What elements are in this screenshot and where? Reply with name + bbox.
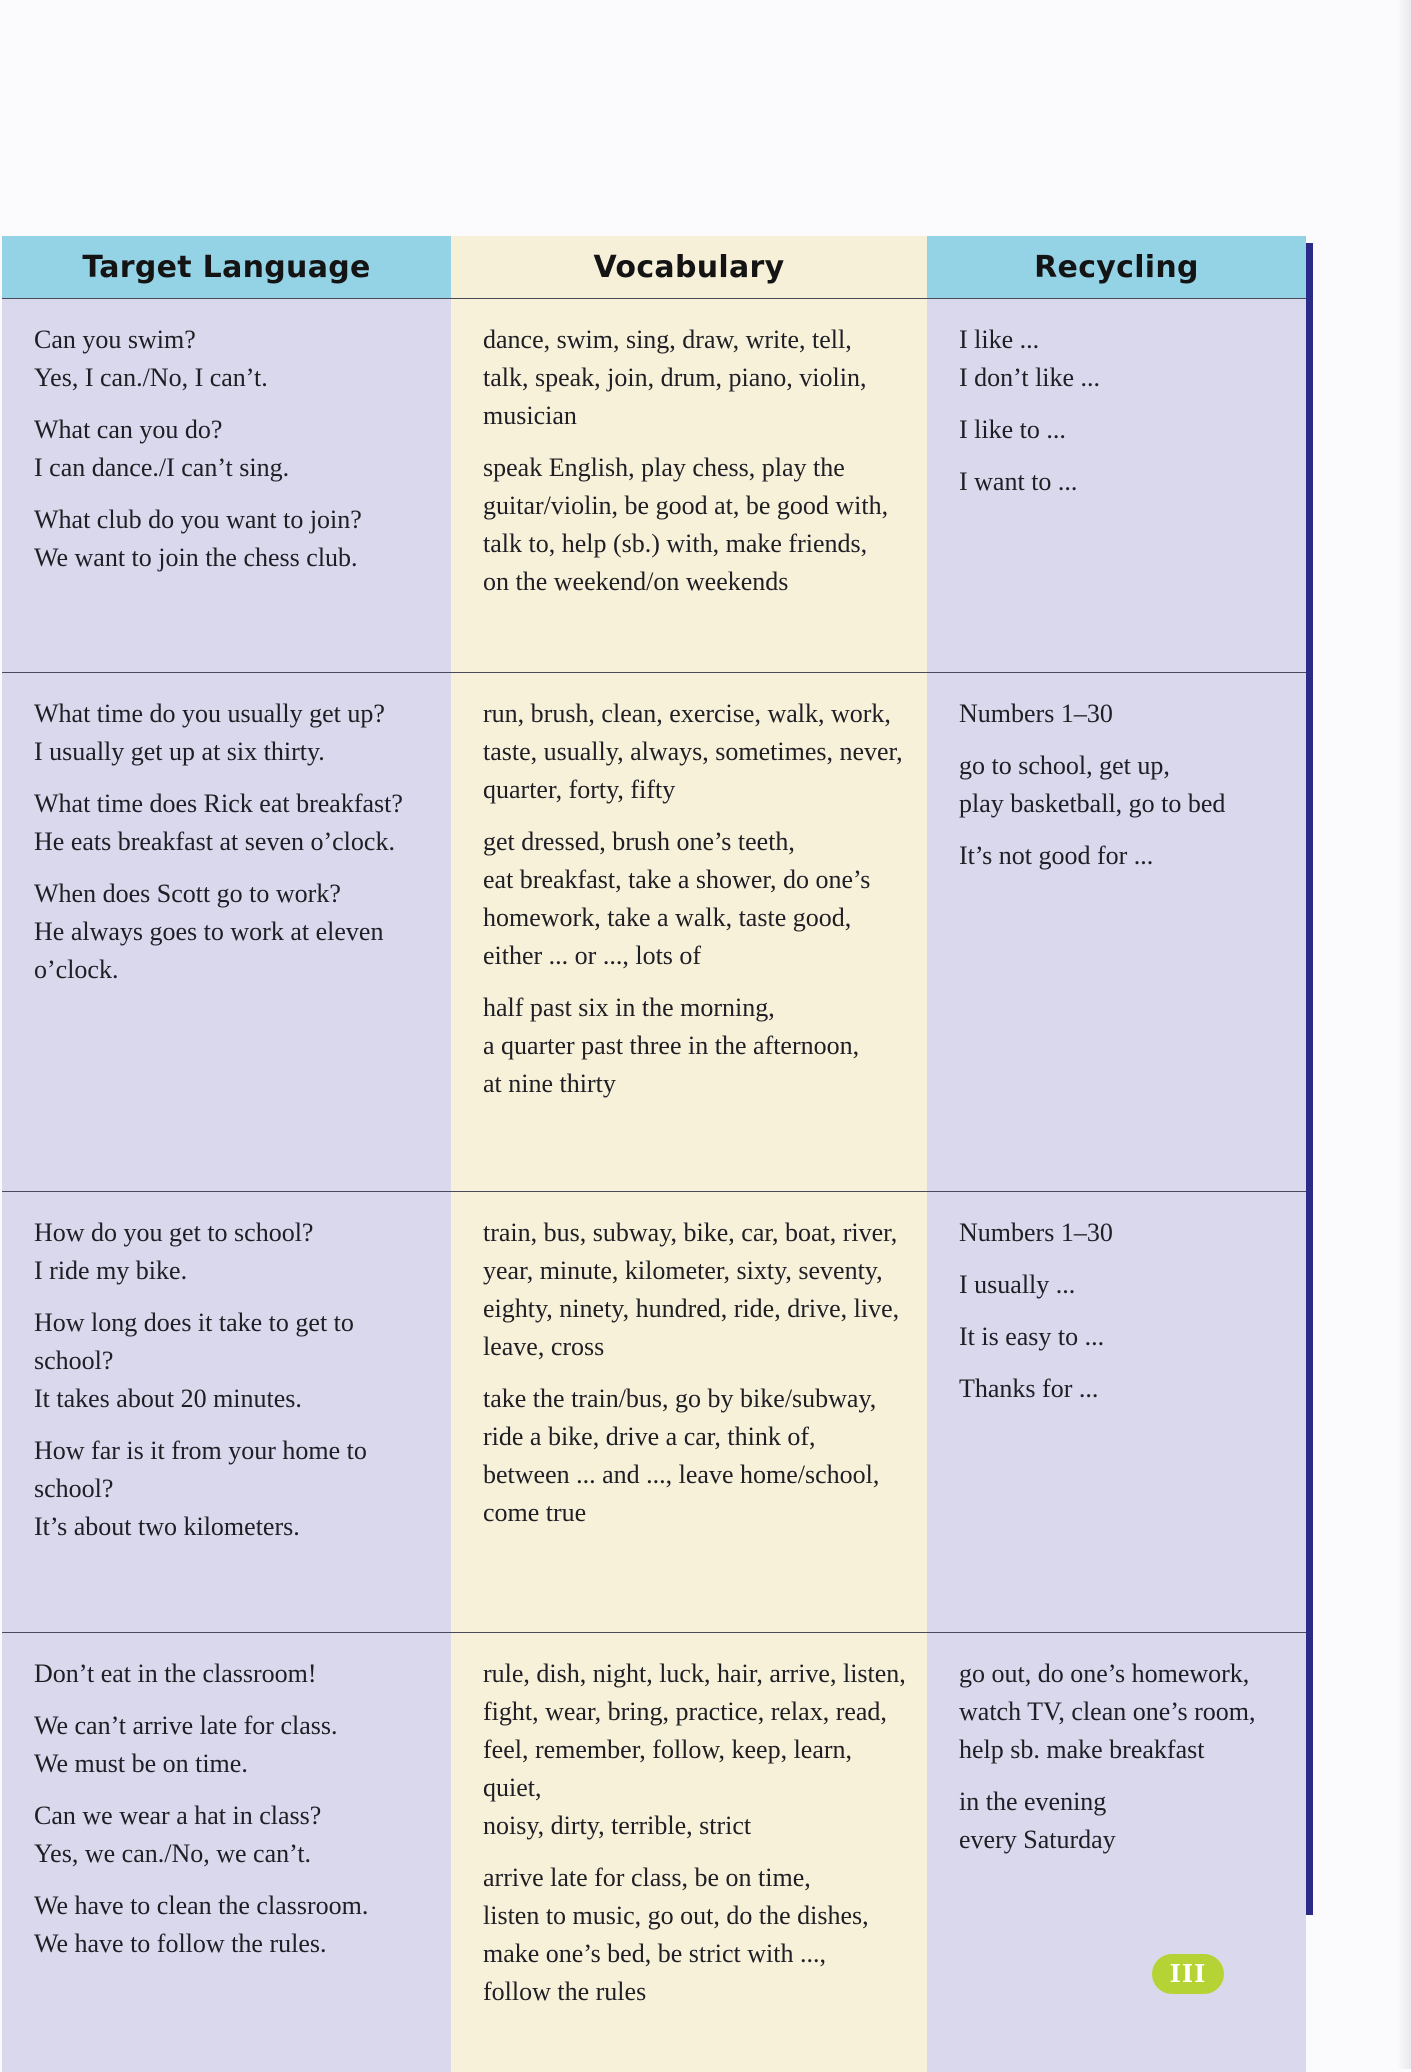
vocabulary-line: talk, speak, join, drum, piano, violin, [483,359,909,397]
recycling-paragraph [959,1783,1288,1859]
target-paragraph [34,321,433,397]
target-paragraph [34,1655,433,1693]
syllabus-table [2,236,1306,2072]
target-line: What time does Rick eat breakfast? [34,785,433,823]
target-paragraph [34,1707,433,1783]
vocabulary-paragraph [483,823,909,975]
recycling-line: I usually ... [959,1266,1288,1304]
vocabulary-line: speak English, play chess, play the [483,449,909,487]
target-line: What time do you usually get up? [34,695,433,733]
target-line: It’s about two kilometers. [34,1508,433,1546]
target-paragraph [34,501,433,577]
vocabulary-line: musician [483,397,909,435]
table-header-row [2,236,1306,299]
unit-row [2,673,1306,1192]
vocabulary-line: train, bus, subway, bike, car, boat, river, [483,1214,909,1252]
recycling-cell [927,673,1306,1192]
target-line: How long does it take to get to [34,1304,433,1342]
recycling-line: go to school, get up, [959,747,1288,785]
target-line: We must be on time. [34,1745,433,1783]
target-paragraph [34,1304,433,1418]
target-paragraph [34,411,433,487]
recycling-line: It’s not good for ... [959,837,1288,875]
vocabulary-line: eighty, ninety, hundred, ride, drive, live, [483,1290,909,1328]
target-line: We have to follow the rules. [34,1925,433,1963]
header-recycling: Recycling [927,236,1306,299]
target-line: How far is it from your home to [34,1432,433,1470]
recycling-line: It is easy to ... [959,1318,1288,1356]
target-line: Don’t eat in the classroom! [34,1655,433,1693]
vocabulary-line: arrive late for class, be on time, [483,1859,909,1897]
vocabulary-line: homework, take a walk, taste good, [483,899,909,937]
vocabulary-cell [451,1192,927,1633]
recycling-line: I want to ... [959,463,1288,501]
target-paragraph [34,1214,433,1290]
vocabulary-line: follow the rules [483,1973,909,2011]
recycling-line: Thanks for ... [959,1370,1288,1408]
recycling-paragraph [959,695,1288,733]
recycling-line: help sb. make breakfast [959,1731,1288,1769]
syllabus-table-wrapper [2,236,1306,1908]
vocabulary-line: come true [483,1494,909,1532]
vocabulary-line: guitar/violin, be good at, be good with, [483,487,909,525]
target-line: Can you swim? [34,321,433,359]
recycling-paragraph [959,747,1288,823]
vocabulary-line: dance, swim, sing, draw, write, tell, [483,321,909,359]
target-line: We want to join the chess club. [34,539,433,577]
target-paragraph [34,1797,433,1873]
vocabulary-line: quarter, forty, fifty [483,771,909,809]
recycling-line: go out, do one’s homework, [959,1655,1288,1693]
target-line: I usually get up at six thirty. [34,733,433,771]
target-language-cell [2,673,451,1192]
header-target-language: Target Language [2,236,451,299]
target-language-cell [2,299,451,673]
target-line: He eats breakfast at seven o’clock. [34,823,433,861]
vocabulary-line: feel, remember, follow, keep, learn, quiet, [483,1731,909,1807]
recycling-paragraph [959,837,1288,875]
recycling-line: in the evening [959,1783,1288,1821]
vocabulary-line: talk to, help (sb.) with, make friends, [483,525,909,563]
vocabulary-paragraph [483,989,909,1103]
recycling-line: Numbers 1–30 [959,695,1288,733]
vocabulary-line: leave, cross [483,1328,909,1366]
vocabulary-line: on the weekend/on weekends [483,563,909,601]
target-line: We can’t arrive late for class. [34,1707,433,1745]
target-language-cell [2,1192,451,1633]
unit-row [2,299,1306,673]
syllabus-body [2,299,1306,2072]
vocabulary-line: listen to music, go out, do the dishes, [483,1897,909,1935]
vocabulary-paragraph [483,695,909,809]
unit-row [2,1633,1306,2072]
vocabulary-cell [451,673,927,1192]
target-line: He always goes to work at eleven [34,913,433,951]
vocabulary-line: take the train/bus, go by bike/subway, [483,1380,909,1418]
page-edge-shadow [1397,0,1411,2069]
target-paragraph [34,695,433,771]
target-line: What club do you want to join? [34,501,433,539]
vocabulary-cell [451,299,927,673]
recycling-paragraph [959,1266,1288,1304]
target-paragraph [34,1432,433,1546]
vocabulary-paragraph [483,1655,909,1845]
target-line: Yes, we can./No, we can’t. [34,1835,433,1873]
vocabulary-cell [451,1633,927,2072]
vocabulary-line: get dressed, brush one’s teeth, [483,823,909,861]
target-line: I ride my bike. [34,1252,433,1290]
target-line: I can dance./I can’t sing. [34,449,433,487]
target-line: We have to clean the classroom. [34,1887,433,1925]
recycling-line: I don’t like ... [959,359,1288,397]
header-vocabulary: Vocabulary [451,236,927,299]
vocabulary-line: ride a bike, drive a car, think of, [483,1418,909,1456]
target-language-cell [2,1633,451,2072]
recycling-paragraph [959,411,1288,449]
recycling-paragraph [959,463,1288,501]
vocabulary-line: eat breakfast, take a shower, do one’s [483,861,909,899]
recycling-line: I like to ... [959,411,1288,449]
vocabulary-line: year, minute, kilometer, sixty, seventy, [483,1252,909,1290]
target-line: Yes, I can./No, I can’t. [34,359,433,397]
recycling-line: I like ... [959,321,1288,359]
recycling-paragraph [959,321,1288,397]
vocabulary-line: fight, wear, bring, practice, relax, read, [483,1693,909,1731]
vocabulary-line: run, brush, clean, exercise, walk, work, [483,695,909,733]
vocabulary-line: make one’s bed, be strict with ..., [483,1935,909,1973]
recycling-paragraph [959,1370,1288,1408]
vocabulary-paragraph [483,321,909,435]
unit-row [2,1192,1306,1633]
target-paragraph [34,1887,433,1963]
vocabulary-line: half past six in the morning, [483,989,909,1027]
target-line: o’clock. [34,951,433,989]
target-paragraph [34,875,433,989]
recycling-line: play basketball, go to bed [959,785,1288,823]
target-paragraph [34,785,433,861]
vocabulary-paragraph [483,449,909,601]
recycling-paragraph [959,1214,1288,1252]
vocabulary-line: a quarter past three in the afternoon, [483,1027,909,1065]
vocabulary-line: rule, dish, night, luck, hair, arrive, listen, [483,1655,909,1693]
target-line: It takes about 20 minutes. [34,1380,433,1418]
page-number-badge: III [1152,1954,1224,1994]
recycling-line: Numbers 1–30 [959,1214,1288,1252]
target-line: school? [34,1342,433,1380]
recycling-cell [927,1192,1306,1633]
recycling-paragraph [959,1655,1288,1769]
recycling-cell [927,299,1306,673]
target-line: school? [34,1470,433,1508]
vocabulary-line: taste, usually, always, sometimes, never, [483,733,909,771]
target-line: What can you do? [34,411,433,449]
recycling-paragraph [959,1318,1288,1356]
target-line: How do you get to school? [34,1214,433,1252]
vocabulary-paragraph [483,1380,909,1532]
vocabulary-paragraph [483,1859,909,2011]
vocabulary-line: noisy, dirty, terrible, strict [483,1807,909,1845]
target-line: Can we wear a hat in class? [34,1797,433,1835]
recycling-line: every Saturday [959,1821,1288,1859]
vocabulary-paragraph [483,1214,909,1366]
recycling-line: watch TV, clean one’s room, [959,1693,1288,1731]
vocabulary-line: either ... or ..., lots of [483,937,909,975]
vocabulary-line: at nine thirty [483,1065,909,1103]
vocabulary-line: between ... and ..., leave home/school, [483,1456,909,1494]
recycling-cell [927,1633,1306,2072]
target-line: When does Scott go to work? [34,875,433,913]
